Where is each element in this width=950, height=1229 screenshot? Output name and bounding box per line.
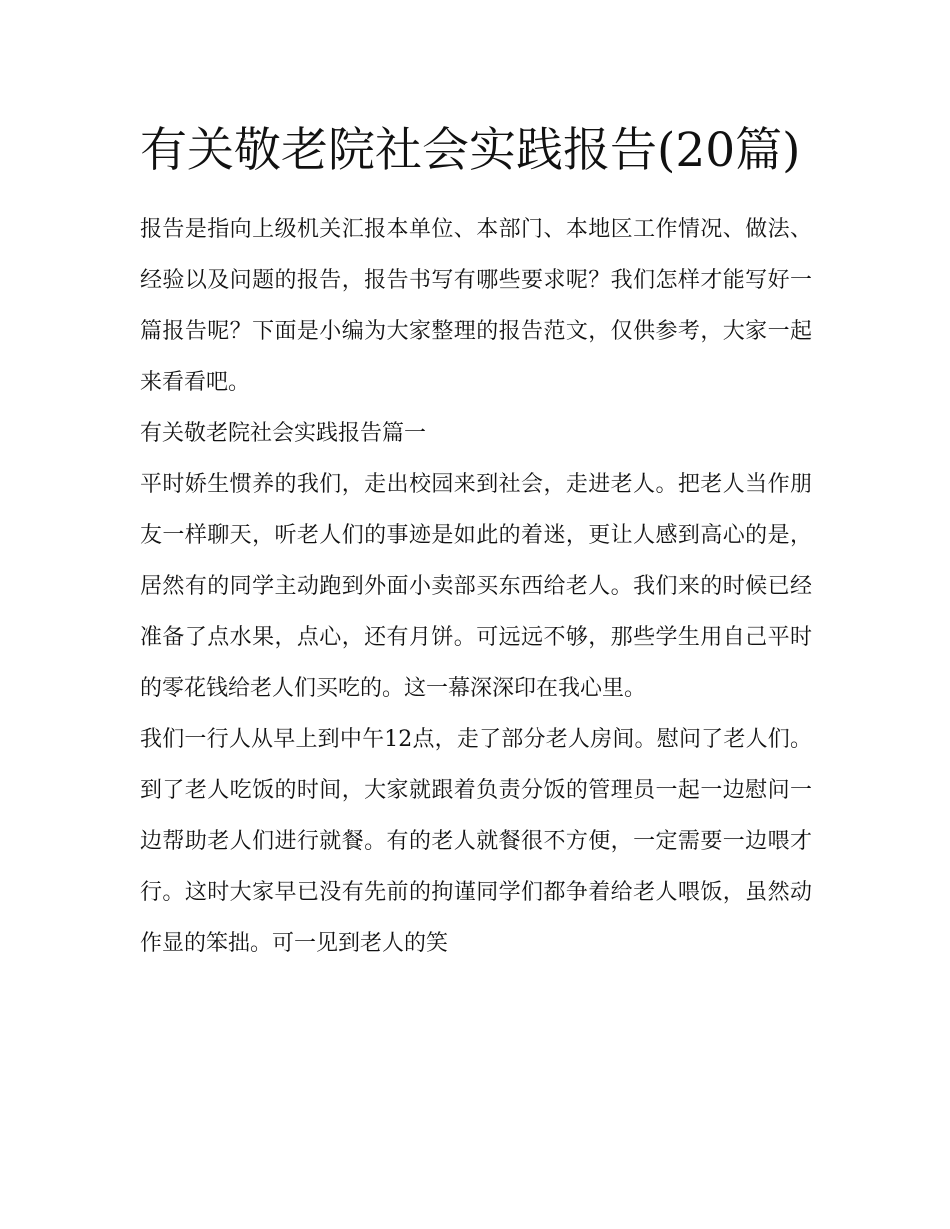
intro-paragraph: 报告是指向上级机关汇报本单位、本部门、本地区工作情况、做法、经验以及问题的报告，报告书写有哪些要求呢？我们怎样才能写好一篇报告呢？下面是小编为大家整理的报告范文，仅供参考，大家一起来看看吧。: [140, 217, 812, 395]
body-paragraph: 平时娇生惯养的我们，走出校园来到社会，走进老人。把老人当作朋友一样聊天，听老人们的事迹是如此的着迷，更让人感到高心的是，居然有的同学主动跑到外面小卖部买东西给老人。我们来的时候已经准备了点水果，点心，还有月饼。可远远不够，那些学生用自己平时的零花钱给老人们买吃的。这一幕深深印在我心里。: [140, 472, 812, 701]
body-paragraph: 我们一行人从早上到中午12点，走了部分老人房间。慰问了老人们。到了老人吃饭的时间，大家就跟着负责分饭的管理员一起一边慰问一边帮助老人们进行就餐。有的老人就餐很不方便，一定需要一边喂才行。这时大家早已没有先前的拘谨同学们都争着给老人喂饭，虽然动作显的笨拙。可一见到老人的笑: [140, 727, 812, 956]
section-heading: 有关敬老院社会实践报告篇一: [140, 421, 427, 446]
document-title: 有关敬老院社会实践报告(20篇): [140, 123, 801, 178]
document-page: [140, 112, 812, 969]
document-body: [140, 204, 812, 969]
